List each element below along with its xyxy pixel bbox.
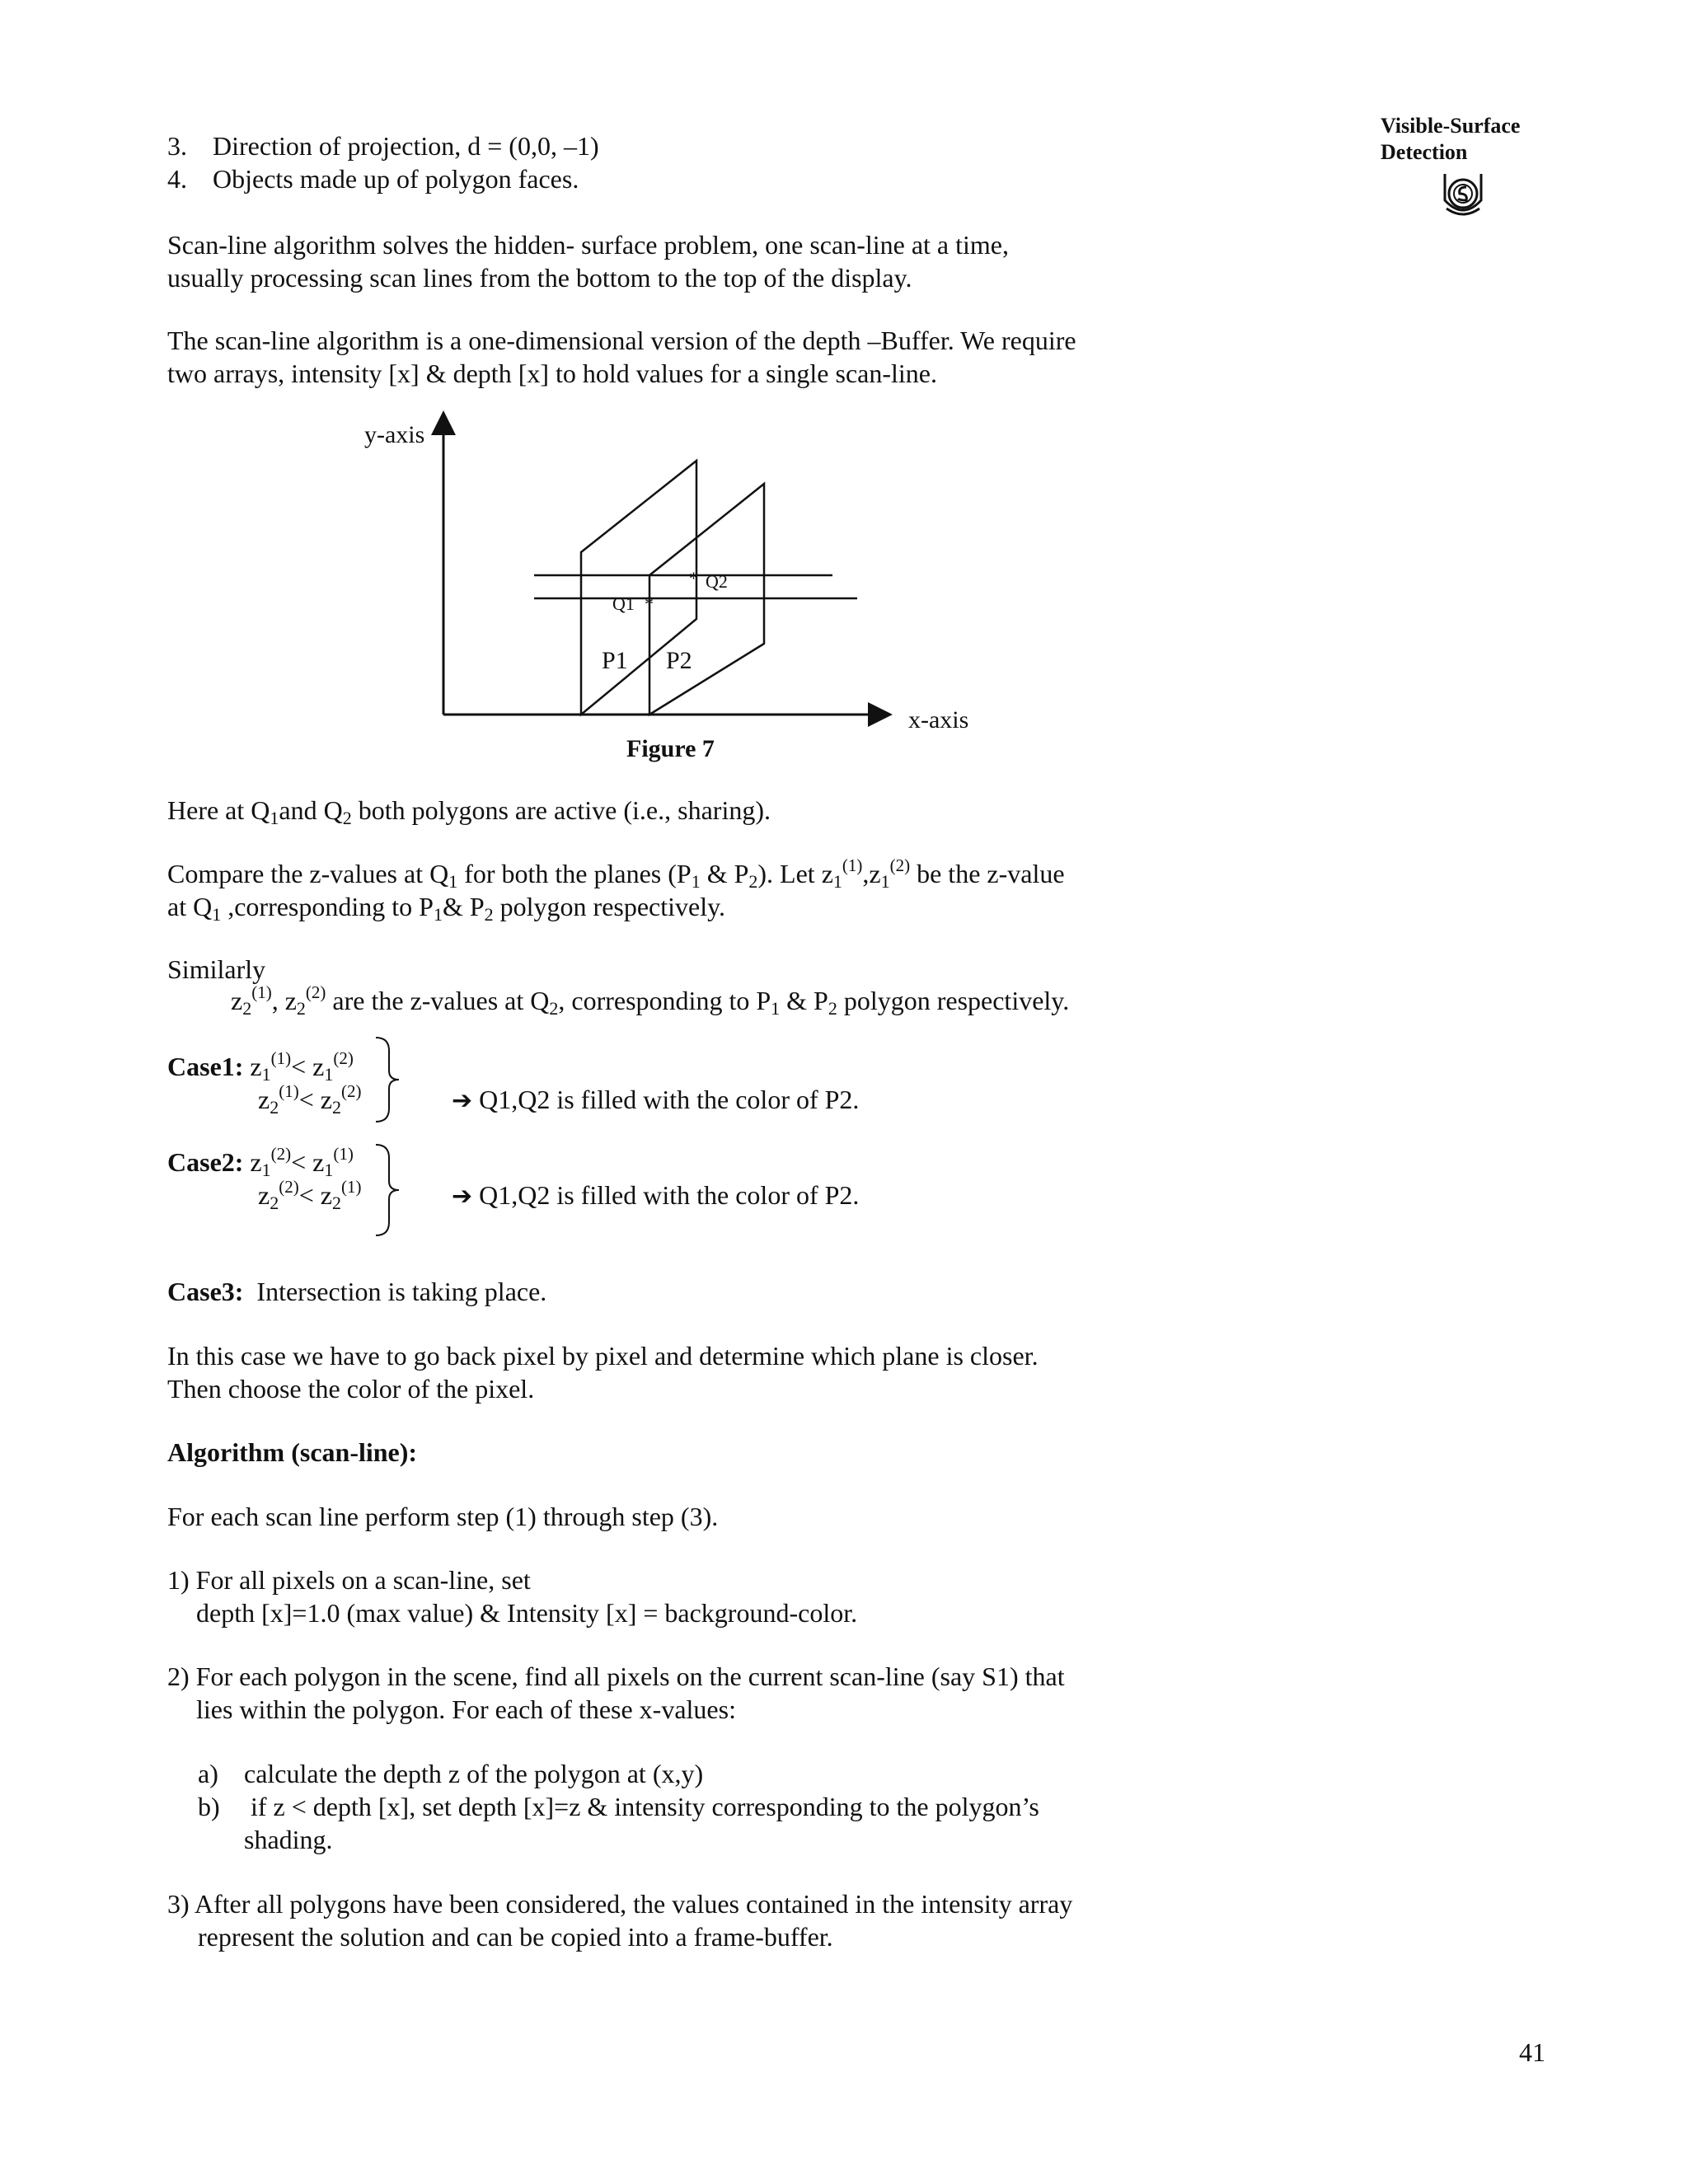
paragraph-line: two arrays, intensity [x] & depth [x] to hold values for a single scan-line. (167, 359, 937, 388)
polygon-p1 (581, 461, 696, 715)
sub-step-b-label: b) (198, 1792, 220, 1821)
case2-result: ➔ Q1,Q2 is filled with the color of P2. (452, 1180, 860, 1211)
case1-result: ➔ Q1,Q2 is filled with the color of P2. (452, 1085, 860, 1115)
similarly-label: Similarly (167, 954, 266, 984)
case2-line-2: $z_2^{(2)}< z_2^{(1)}$ (258, 1177, 362, 1213)
sub-step-a-text: calculate the depth z of the polygon at (x,y) (244, 1759, 704, 1788)
header-title-line1: Visible-Surface (1381, 114, 1521, 138)
similarly-line: $z_2^{(1)}$, $z_2^{(2)}$ are the z-values at $Q_2$, corresponding to $P_1$ & $P_2$ polygon respectively. (231, 982, 1070, 1019)
step-3-line: represent the solution and can be copied into a frame-buffer. (198, 1922, 833, 1952)
case2-line-1: Case2: $z_1^{(2)}< z_1^{(1)}$ (167, 1144, 354, 1180)
case1-brace (371, 1034, 404, 1125)
algorithm-intro: For each scan line perform step (1) through step (3). (167, 1502, 719, 1531)
p2-label: P2 (666, 647, 692, 674)
case1-line-2: $z_2^{(1)}< z_2^{(2)}$ (258, 1081, 362, 1118)
x-axis-label: x-axis (908, 706, 969, 733)
q1-marker: * (645, 593, 654, 614)
list-item-num: 4. (167, 164, 187, 194)
step-3-line: 3) After all polygons have been considered, the values contained in the intensity array (167, 1889, 1073, 1919)
q1-label: Q1 (612, 593, 635, 614)
sub-step-b-text: shading. (244, 1825, 333, 1854)
compare-line-2: at $Q_1$ ,corresponding to $P_1\&$ $P_2$ polygon respectively. (167, 892, 726, 925)
sharing-sentence: Here at $Q_1and$ $Q_2$ both polygons are active (i.e., sharing). (167, 795, 771, 828)
paragraph-line: The scan-line algorithm is a one-dimensional version of the depth –Buffer. We require (167, 326, 1076, 355)
compare-line-1: Compare the z-values at $Q_1$ for both the planes ($P_1$ & $P_2$). Let $z_1^{(1)},z_1^{(2)}$ be the z-value (167, 855, 1065, 892)
paragraph-line: usually processing scan lines from the bottom to the top of the display. (167, 263, 912, 293)
q2-label: Q2 (706, 571, 728, 592)
q2-marker: * (689, 568, 698, 588)
page-number: 41 (1519, 2037, 1545, 2067)
step-2-line: lies within the polygon. For each of these x-values: (196, 1694, 736, 1724)
sub-step-a-label: a) (198, 1759, 218, 1788)
list-item-text: Direction of projection, d = (0,0, –1) (213, 131, 599, 161)
p1-label: P1 (602, 647, 628, 674)
header-title-line2: Detection (1381, 140, 1468, 164)
algorithm-heading: Algorithm (scan-line): (167, 1437, 418, 1467)
paragraph-line: Then choose the color of the pixel. (167, 1374, 535, 1404)
sub-step-b-text: if z < depth [x], set depth [x]=z & intensity corresponding to the polygon’s (251, 1792, 1039, 1821)
list-item-text: Objects made up of polygon faces. (213, 164, 579, 194)
arrow-right-icon: ➔ (452, 1086, 473, 1115)
case2-label: Case2: (167, 1147, 244, 1177)
step-2-line: 2) For each polygon in the scene, find all pixels on the current scan-line (say S1) that (167, 1661, 1065, 1691)
figure-7-diagram (346, 408, 997, 779)
case1-line-1: Case1: $z_1^{(1)}< z_1^{(2)}$ (167, 1048, 354, 1085)
ignou-logo-icon (1438, 169, 1488, 218)
arrow-right-icon: ➔ (452, 1182, 473, 1211)
list-item-num: 3. (167, 131, 187, 161)
case3-label: Case3: (167, 1277, 244, 1306)
case1-label: Case1: (167, 1052, 244, 1081)
y-axis-label: y-axis (364, 421, 425, 448)
case2-brace (371, 1141, 404, 1239)
paragraph-line: Scan-line algorithm solves the hidden- surface problem, one scan-line at a time, (167, 230, 1009, 260)
figure-caption: Figure 7 (626, 735, 715, 762)
step-1-line: 1) For all pixels on a scan-line, set (167, 1565, 531, 1595)
paragraph-line: In this case we have to go back pixel by pixel and determine which plane is closer. (167, 1341, 1039, 1371)
case3-line: Case3: Intersection is taking place. (167, 1277, 547, 1306)
step-1-line: depth [x]=1.0 (max value) & Intensity [x] = background-color. (196, 1598, 858, 1628)
